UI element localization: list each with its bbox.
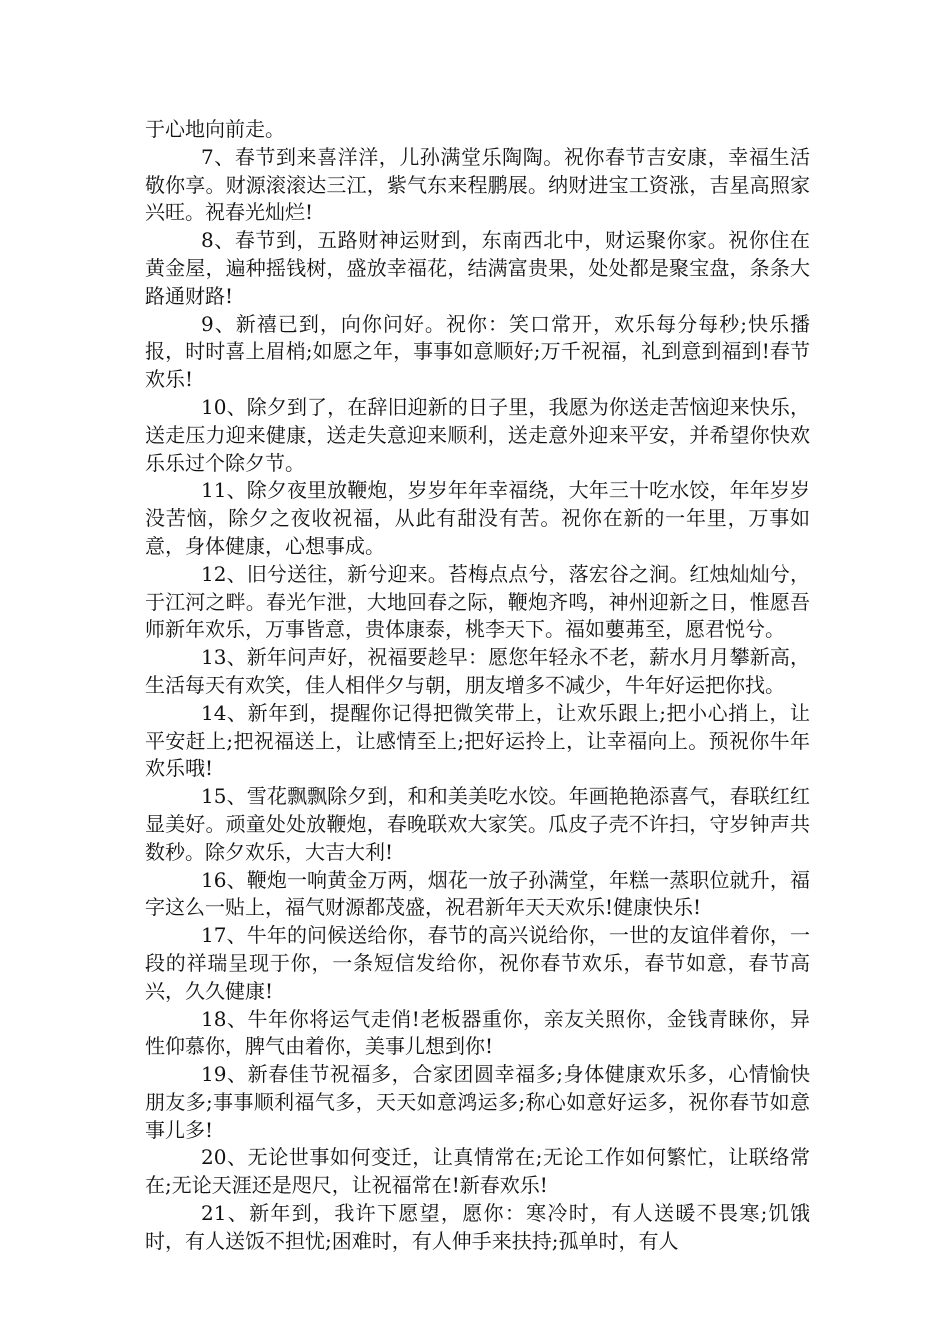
paragraph-item-11: 11、除夕夜里放鞭炮，岁岁年年幸福绕，大年三十吃水饺，年年岁岁没苦恼，除夕之夜收祝福，从此有甜没有苦。祝你在新的一年里，万事如意，身体健康，心想事成。 — [145, 478, 810, 558]
paragraph-item-8: 8、春节到，五路财神运财到，东南西北中，财运聚你家。祝你住在黄金屋，遍种摇钱树，盛放幸福花，结满富贵果，处处都是聚宝盘，条条大路通财路! — [145, 228, 810, 308]
paragraph-continuation: 于心地向前走。 — [145, 117, 285, 141]
paragraph-item-17: 17、牛年的问候送给你，春节的高兴说给你，一世的友谊伴着你，一段的祥瑞呈现于你，一条短信发给你，祝你春节欢乐，春节如意，春节高兴，久久健康! — [145, 923, 810, 1003]
document-body — [145, 116, 810, 1256]
paragraph-item-10: 10、除夕到了，在辞旧迎新的日子里，我愿为你送走苦恼迎来快乐，送走压力迎来健康，送走失意迎来顺利，送走意外迎来平安，并希望你快欢乐乐过个除夕节。 — [145, 394, 810, 475]
paragraph-item-18: 18、牛年你将运气走俏!老板器重你，亲友关照你，金钱青睐你，异性仰慕你，脾气由着你，美事儿想到你! — [145, 1006, 810, 1059]
paragraph-item-15: 15、雪花飘飘除夕到，和和美美吃水饺。年画艳艳添喜气，春联红红显美好。顽童处处放鞭炮，春晚联欢大家笑。瓜皮子壳不许扫，守岁钟声共数秒。除夕欢乐，大吉大利! — [145, 784, 810, 864]
paragraph-item-19: 19、新春佳节祝福多，合家团圆幸福多;身体健康欢乐多，心情愉快朋友多;事事顺利福气多，天天如意鸿运多;称心如意好运多，祝你春节如意事儿多! — [145, 1062, 810, 1142]
paragraph-item-13: 13、新年问声好，祝福要趁早：愿您年轻永不老，薪水月月攀新高，生活每天有欢笑，佳人相伴夕与朝，朋友增多不减少，牛年好运把你找。 — [145, 645, 810, 697]
paragraph-item-12: 12、旧兮送往，新兮迎来。苔梅点点兮，落宏谷之涧。红烛灿灿兮，于江河之畔。春光乍泄，大地回春之际，鞭炮齐鸣，神州迎新之日，惟愿吾师新年欢乐，万事皆意，贵体康泰，桃李天下。福如蘡茀至，愿君悦兮。 — [145, 561, 810, 642]
paragraph-item-21: 21、新年到，我许下愿望，愿你：寒冷时，有人送暖不畏寒;饥饿时，有人送饭不担忧;困难时，有人伸手来扶持;孤单时，有人 — [145, 1201, 810, 1253]
paragraph-item-7: 7、春节到来喜洋洋，儿孙满堂乐陶陶。祝你春节吉安康，幸福生活敬你享。财源滚滚达三江，紫气东来程鹏展。纳财进宝工资涨，吉星高照家兴旺。祝春光灿烂! — [145, 144, 810, 225]
paragraph-item-9: 9、新禧已到，向你问好。祝你：笑口常开，欢乐每分每秒;快乐播报，时时喜上眉梢;如愿之年，事事如意顺好;万千祝福，礼到意到福到!春节欢乐! — [145, 311, 810, 392]
paragraph-item-20: 20、无论世事如何变迁，让真情常在;无论工作如何繁忙，让联络常在;无论天涯还是咫尺，让祝福常在!新春欢乐! — [145, 1145, 810, 1198]
paragraph-item-14: 14、新年到，提醒你记得把微笑带上，让欢乐跟上;把小心捎上，让平安赶上;把祝福送上，让感情至上;把好运拎上，让幸福向上。预祝你牛年欢乐哦! — [145, 700, 810, 781]
paragraph-item-16: 16、鞭炮一响黄金万两，烟花一放子孙满堂，年糕一蒸职位就升，福字这么一贴上，福气财源都茂盛，祝君新年天天欢乐!健康快乐! — [145, 867, 810, 920]
